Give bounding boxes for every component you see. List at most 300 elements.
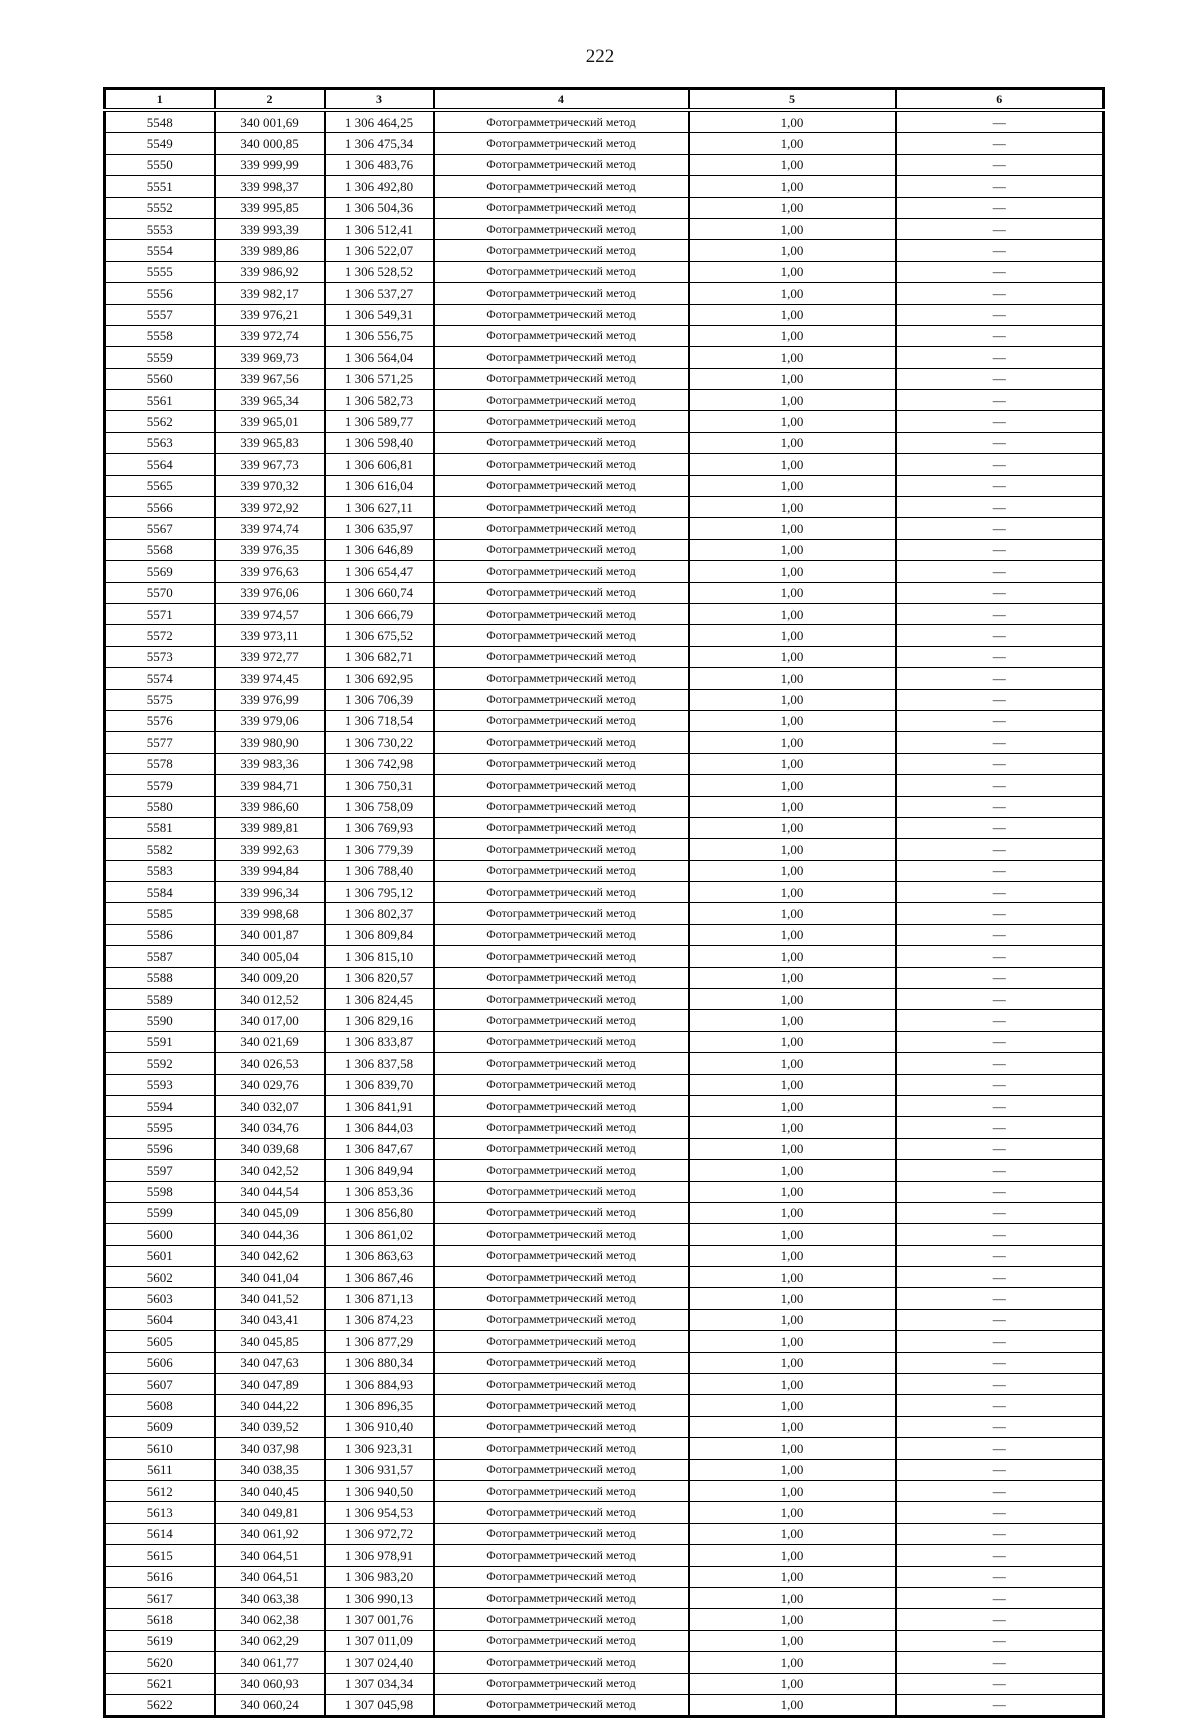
cell-accuracy: 1,00 xyxy=(689,497,896,518)
table-row xyxy=(105,1352,1104,1373)
cell-y-coordinate: 1 306 841,91 xyxy=(325,1095,434,1116)
cell-note: — xyxy=(896,710,1104,731)
cell-point-number: 5585 xyxy=(105,903,215,924)
cell-point-number: 5565 xyxy=(105,475,215,496)
cell-method: Фотограмметрический метод xyxy=(434,1160,689,1181)
cell-x-coordinate: 339 972,77 xyxy=(215,646,325,667)
cell-note: — xyxy=(896,796,1104,817)
cell-y-coordinate: 1 306 616,04 xyxy=(325,475,434,496)
cell-method: Фотограмметрический метод xyxy=(434,775,689,796)
cell-accuracy: 1,00 xyxy=(689,1673,896,1694)
table-row xyxy=(105,325,1104,346)
cell-x-coordinate: 340 061,92 xyxy=(215,1523,325,1544)
cell-accuracy: 1,00 xyxy=(689,775,896,796)
cell-y-coordinate: 1 306 464,25 xyxy=(325,110,434,133)
table-row xyxy=(105,110,1104,133)
cell-note: — xyxy=(896,1502,1104,1523)
cell-accuracy: 1,00 xyxy=(689,1395,896,1416)
cell-note: — xyxy=(896,646,1104,667)
cell-note: — xyxy=(896,1181,1104,1202)
cell-y-coordinate: 1 306 861,02 xyxy=(325,1224,434,1245)
cell-x-coordinate: 339 974,45 xyxy=(215,668,325,689)
cell-accuracy: 1,00 xyxy=(689,1117,896,1138)
table-row xyxy=(105,197,1104,218)
cell-note: — xyxy=(896,1545,1104,1566)
cell-x-coordinate: 339 982,17 xyxy=(215,283,325,304)
cell-x-coordinate: 340 021,69 xyxy=(215,1031,325,1052)
table-row xyxy=(105,1031,1104,1052)
cell-point-number: 5581 xyxy=(105,817,215,838)
cell-x-coordinate: 340 041,04 xyxy=(215,1267,325,1288)
cell-method: Фотограмметрический метод xyxy=(434,1010,689,1031)
cell-accuracy: 1,00 xyxy=(689,133,896,154)
cell-point-number: 5556 xyxy=(105,283,215,304)
cell-method: Фотограмметрический метод xyxy=(434,603,689,624)
cell-x-coordinate: 340 040,45 xyxy=(215,1481,325,1502)
cell-x-coordinate: 339 976,21 xyxy=(215,304,325,325)
cell-method: Фотограмметрический метод xyxy=(434,1673,689,1694)
cell-method: Фотограмметрический метод xyxy=(434,1245,689,1266)
cell-x-coordinate: 339 992,63 xyxy=(215,839,325,860)
cell-note: — xyxy=(896,1352,1104,1373)
table-row xyxy=(105,989,1104,1010)
cell-y-coordinate: 1 307 045,98 xyxy=(325,1694,434,1716)
cell-note: — xyxy=(896,1331,1104,1352)
cell-method: Фотограмметрический метод xyxy=(434,860,689,881)
cell-point-number: 5566 xyxy=(105,497,215,518)
column-header-2: 2 xyxy=(215,89,325,111)
cell-note: — xyxy=(896,1138,1104,1159)
cell-accuracy: 1,00 xyxy=(689,1566,896,1587)
cell-y-coordinate: 1 306 528,52 xyxy=(325,261,434,282)
cell-y-coordinate: 1 306 837,58 xyxy=(325,1053,434,1074)
cell-x-coordinate: 340 044,54 xyxy=(215,1181,325,1202)
cell-x-coordinate: 339 989,81 xyxy=(215,817,325,838)
cell-method: Фотограмметрический метод xyxy=(434,325,689,346)
cell-point-number: 5548 xyxy=(105,110,215,133)
cell-x-coordinate: 340 029,76 xyxy=(215,1074,325,1095)
cell-accuracy: 1,00 xyxy=(689,924,896,945)
cell-method: Фотограмметрический метод xyxy=(434,882,689,903)
cell-accuracy: 1,00 xyxy=(689,753,896,774)
cell-point-number: 5621 xyxy=(105,1673,215,1694)
cell-x-coordinate: 339 974,74 xyxy=(215,518,325,539)
cell-y-coordinate: 1 306 849,94 xyxy=(325,1160,434,1181)
table-row xyxy=(105,1309,1104,1330)
cell-note: — xyxy=(896,1630,1104,1651)
cell-y-coordinate: 1 306 598,40 xyxy=(325,432,434,453)
cell-note: — xyxy=(896,325,1104,346)
table-row xyxy=(105,240,1104,261)
cell-note: — xyxy=(896,475,1104,496)
cell-note: — xyxy=(896,1694,1104,1716)
table-row xyxy=(105,1074,1104,1095)
cell-note: — xyxy=(896,989,1104,1010)
cell-y-coordinate: 1 306 896,35 xyxy=(325,1395,434,1416)
cell-accuracy: 1,00 xyxy=(689,561,896,582)
cell-note: — xyxy=(896,1245,1104,1266)
table-row xyxy=(105,1587,1104,1608)
cell-point-number: 5622 xyxy=(105,1694,215,1716)
table-row xyxy=(105,860,1104,881)
cell-x-coordinate: 339 989,86 xyxy=(215,240,325,261)
table-body xyxy=(105,110,1104,1717)
cell-point-number: 5612 xyxy=(105,1481,215,1502)
cell-x-coordinate: 339 999,99 xyxy=(215,154,325,175)
cell-x-coordinate: 339 973,11 xyxy=(215,625,325,646)
cell-x-coordinate: 339 965,01 xyxy=(215,411,325,432)
column-header-5: 5 xyxy=(689,89,896,111)
table-row xyxy=(105,497,1104,518)
cell-method: Фотограмметрический метод xyxy=(434,903,689,924)
table-row xyxy=(105,475,1104,496)
cell-note: — xyxy=(896,1438,1104,1459)
cell-note: — xyxy=(896,924,1104,945)
cell-method: Фотограмметрический метод xyxy=(434,646,689,667)
cell-note: — xyxy=(896,197,1104,218)
table-row xyxy=(105,176,1104,197)
cell-accuracy: 1,00 xyxy=(689,1694,896,1716)
cell-x-coordinate: 339 976,99 xyxy=(215,689,325,710)
cell-accuracy: 1,00 xyxy=(689,1288,896,1309)
table-row xyxy=(105,1609,1104,1630)
cell-y-coordinate: 1 306 972,72 xyxy=(325,1523,434,1544)
cell-note: — xyxy=(896,882,1104,903)
cell-point-number: 5620 xyxy=(105,1652,215,1673)
table-row xyxy=(105,646,1104,667)
cell-note: — xyxy=(896,261,1104,282)
cell-method: Фотограмметрический метод xyxy=(434,561,689,582)
cell-x-coordinate: 340 045,85 xyxy=(215,1331,325,1352)
cell-method: Фотограмметрический метод xyxy=(434,518,689,539)
cell-note: — xyxy=(896,817,1104,838)
cell-point-number: 5572 xyxy=(105,625,215,646)
cell-method: Фотограмметрический метод xyxy=(434,1117,689,1138)
cell-method: Фотограмметрический метод xyxy=(434,1545,689,1566)
cell-point-number: 5567 xyxy=(105,518,215,539)
cell-x-coordinate: 340 062,29 xyxy=(215,1630,325,1651)
table-row xyxy=(105,368,1104,389)
cell-x-coordinate: 339 980,90 xyxy=(215,732,325,753)
cell-method: Фотограмметрический метод xyxy=(434,1502,689,1523)
table-row xyxy=(105,967,1104,988)
cell-x-coordinate: 340 047,89 xyxy=(215,1374,325,1395)
cell-method: Фотограмметрический метод xyxy=(434,197,689,218)
cell-x-coordinate: 340 017,00 xyxy=(215,1010,325,1031)
cell-note: — xyxy=(896,1309,1104,1330)
cell-note: — xyxy=(896,753,1104,774)
cell-point-number: 5591 xyxy=(105,1031,215,1052)
cell-accuracy: 1,00 xyxy=(689,668,896,689)
cell-method: Фотограмметрический метод xyxy=(434,1352,689,1373)
cell-accuracy: 1,00 xyxy=(689,582,896,603)
table-row xyxy=(105,668,1104,689)
cell-method: Фотограмметрический метод xyxy=(434,1309,689,1330)
cell-y-coordinate: 1 306 829,16 xyxy=(325,1010,434,1031)
table-row xyxy=(105,1481,1104,1502)
cell-note: — xyxy=(896,1481,1104,1502)
cell-method: Фотограмметрический метод xyxy=(434,261,689,282)
cell-x-coordinate: 340 049,81 xyxy=(215,1502,325,1523)
cell-y-coordinate: 1 306 666,79 xyxy=(325,603,434,624)
cell-point-number: 5610 xyxy=(105,1438,215,1459)
table-row xyxy=(105,839,1104,860)
cell-x-coordinate: 340 026,53 xyxy=(215,1053,325,1074)
cell-y-coordinate: 1 306 856,80 xyxy=(325,1202,434,1223)
cell-point-number: 5602 xyxy=(105,1267,215,1288)
cell-accuracy: 1,00 xyxy=(689,390,896,411)
table-row xyxy=(105,1545,1104,1566)
cell-method: Фотограмметрический метод xyxy=(434,347,689,368)
cell-method: Фотограмметрический метод xyxy=(434,432,689,453)
cell-point-number: 5597 xyxy=(105,1160,215,1181)
cell-point-number: 5598 xyxy=(105,1181,215,1202)
cell-accuracy: 1,00 xyxy=(689,1438,896,1459)
cell-point-number: 5550 xyxy=(105,154,215,175)
cell-y-coordinate: 1 306 779,39 xyxy=(325,839,434,860)
column-header-1: 1 xyxy=(105,89,215,111)
cell-point-number: 5555 xyxy=(105,261,215,282)
cell-x-coordinate: 340 001,69 xyxy=(215,110,325,133)
cell-accuracy: 1,00 xyxy=(689,261,896,282)
cell-method: Фотограмметрический метод xyxy=(434,924,689,945)
cell-accuracy: 1,00 xyxy=(689,110,896,133)
cell-x-coordinate: 339 976,63 xyxy=(215,561,325,582)
cell-x-coordinate: 340 012,52 xyxy=(215,989,325,1010)
table-row xyxy=(105,732,1104,753)
cell-x-coordinate: 339 986,60 xyxy=(215,796,325,817)
cell-x-coordinate: 340 063,38 xyxy=(215,1587,325,1608)
cell-accuracy: 1,00 xyxy=(689,411,896,432)
cell-accuracy: 1,00 xyxy=(689,475,896,496)
cell-accuracy: 1,00 xyxy=(689,796,896,817)
cell-x-coordinate: 340 064,51 xyxy=(215,1545,325,1566)
cell-y-coordinate: 1 306 871,13 xyxy=(325,1288,434,1309)
cell-point-number: 5587 xyxy=(105,946,215,967)
table-row xyxy=(105,882,1104,903)
cell-accuracy: 1,00 xyxy=(689,1609,896,1630)
cell-y-coordinate: 1 306 475,34 xyxy=(325,133,434,154)
cell-accuracy: 1,00 xyxy=(689,1545,896,1566)
cell-accuracy: 1,00 xyxy=(689,1630,896,1651)
cell-point-number: 5560 xyxy=(105,368,215,389)
cell-note: — xyxy=(896,133,1104,154)
cell-method: Фотограмметрический метод xyxy=(434,1202,689,1223)
cell-accuracy: 1,00 xyxy=(689,1138,896,1159)
cell-note: — xyxy=(896,497,1104,518)
cell-method: Фотограмметрический метод xyxy=(434,411,689,432)
cell-method: Фотограмметрический метод xyxy=(434,475,689,496)
cell-point-number: 5563 xyxy=(105,432,215,453)
cell-accuracy: 1,00 xyxy=(689,839,896,860)
cell-accuracy: 1,00 xyxy=(689,240,896,261)
cell-note: — xyxy=(896,1010,1104,1031)
cell-method: Фотограмметрический метод xyxy=(434,989,689,1010)
cell-point-number: 5562 xyxy=(105,411,215,432)
table-row xyxy=(105,817,1104,838)
cell-point-number: 5584 xyxy=(105,882,215,903)
cell-point-number: 5568 xyxy=(105,539,215,560)
cell-x-coordinate: 339 972,74 xyxy=(215,325,325,346)
cell-accuracy: 1,00 xyxy=(689,325,896,346)
cell-y-coordinate: 1 306 483,76 xyxy=(325,154,434,175)
cell-accuracy: 1,00 xyxy=(689,1331,896,1352)
cell-y-coordinate: 1 306 692,95 xyxy=(325,668,434,689)
cell-note: — xyxy=(896,1267,1104,1288)
cell-method: Фотограмметрический метод xyxy=(434,582,689,603)
cell-note: — xyxy=(896,903,1104,924)
cell-accuracy: 1,00 xyxy=(689,882,896,903)
cell-accuracy: 1,00 xyxy=(689,539,896,560)
cell-point-number: 5549 xyxy=(105,133,215,154)
cell-note: — xyxy=(896,304,1104,325)
cell-note: — xyxy=(896,176,1104,197)
cell-point-number: 5559 xyxy=(105,347,215,368)
cell-point-number: 5592 xyxy=(105,1053,215,1074)
cell-method: Фотограмметрический метод xyxy=(434,1288,689,1309)
cell-point-number: 5601 xyxy=(105,1245,215,1266)
cell-x-coordinate: 339 998,68 xyxy=(215,903,325,924)
cell-note: — xyxy=(896,1095,1104,1116)
cell-method: Фотограмметрический метод xyxy=(434,946,689,967)
cell-method: Фотограмметрический метод xyxy=(434,710,689,731)
table-row xyxy=(105,1523,1104,1544)
cell-accuracy: 1,00 xyxy=(689,903,896,924)
cell-accuracy: 1,00 xyxy=(689,1224,896,1245)
cell-point-number: 5607 xyxy=(105,1374,215,1395)
cell-accuracy: 1,00 xyxy=(689,1267,896,1288)
cell-y-coordinate: 1 306 884,93 xyxy=(325,1374,434,1395)
table-row xyxy=(105,561,1104,582)
column-header-4: 4 xyxy=(434,89,689,111)
cell-x-coordinate: 340 005,04 xyxy=(215,946,325,967)
cell-accuracy: 1,00 xyxy=(689,1352,896,1373)
cell-y-coordinate: 1 306 877,29 xyxy=(325,1331,434,1352)
cell-method: Фотограмметрический метод xyxy=(434,817,689,838)
table-row xyxy=(105,133,1104,154)
cell-method: Фотограмметрический метод xyxy=(434,283,689,304)
cell-note: — xyxy=(896,1673,1104,1694)
cell-y-coordinate: 1 306 654,47 xyxy=(325,561,434,582)
cell-point-number: 5590 xyxy=(105,1010,215,1031)
cell-y-coordinate: 1 306 820,57 xyxy=(325,967,434,988)
cell-x-coordinate: 339 976,35 xyxy=(215,539,325,560)
cell-point-number: 5599 xyxy=(105,1202,215,1223)
column-header-6: 6 xyxy=(896,89,1104,111)
table-row xyxy=(105,1245,1104,1266)
cell-y-coordinate: 1 306 750,31 xyxy=(325,775,434,796)
cell-note: — xyxy=(896,668,1104,689)
cell-y-coordinate: 1 306 978,91 xyxy=(325,1545,434,1566)
table-row xyxy=(105,775,1104,796)
table-row xyxy=(105,518,1104,539)
cell-y-coordinate: 1 306 556,75 xyxy=(325,325,434,346)
cell-point-number: 5570 xyxy=(105,582,215,603)
cell-method: Фотограмметрический метод xyxy=(434,732,689,753)
table-row xyxy=(105,154,1104,175)
cell-note: — xyxy=(896,218,1104,239)
cell-note: — xyxy=(896,1395,1104,1416)
cell-point-number: 5619 xyxy=(105,1630,215,1651)
table-row xyxy=(105,1267,1104,1288)
table-row xyxy=(105,1138,1104,1159)
cell-y-coordinate: 1 306 880,34 xyxy=(325,1352,434,1373)
cell-y-coordinate: 1 306 983,20 xyxy=(325,1566,434,1587)
cell-point-number: 5571 xyxy=(105,603,215,624)
cell-y-coordinate: 1 306 844,03 xyxy=(325,1117,434,1138)
cell-y-coordinate: 1 306 874,23 xyxy=(325,1309,434,1330)
table-row xyxy=(105,1652,1104,1673)
cell-method: Фотограмметрический метод xyxy=(434,497,689,518)
cell-accuracy: 1,00 xyxy=(689,1160,896,1181)
cell-point-number: 5554 xyxy=(105,240,215,261)
cell-accuracy: 1,00 xyxy=(689,710,896,731)
cell-note: — xyxy=(896,1031,1104,1052)
cell-point-number: 5576 xyxy=(105,710,215,731)
cell-accuracy: 1,00 xyxy=(689,347,896,368)
cell-x-coordinate: 339 967,56 xyxy=(215,368,325,389)
cell-accuracy: 1,00 xyxy=(689,817,896,838)
cell-note: — xyxy=(896,110,1104,133)
cell-note: — xyxy=(896,411,1104,432)
cell-note: — xyxy=(896,390,1104,411)
table-header-row xyxy=(105,89,1104,111)
cell-y-coordinate: 1 306 788,40 xyxy=(325,860,434,881)
table-row xyxy=(105,753,1104,774)
cell-x-coordinate: 340 047,63 xyxy=(215,1352,325,1373)
cell-method: Фотограмметрический метод xyxy=(434,625,689,646)
cell-x-coordinate: 339 994,84 xyxy=(215,860,325,881)
cell-x-coordinate: 340 037,98 xyxy=(215,1438,325,1459)
cell-method: Фотограмметрический метод xyxy=(434,1694,689,1716)
cell-note: — xyxy=(896,1459,1104,1480)
cell-point-number: 5569 xyxy=(105,561,215,582)
table-row xyxy=(105,347,1104,368)
cell-note: — xyxy=(896,1160,1104,1181)
cell-method: Фотограмметрический метод xyxy=(434,1395,689,1416)
cell-note: — xyxy=(896,347,1104,368)
cell-note: — xyxy=(896,1053,1104,1074)
cell-y-coordinate: 1 306 863,63 xyxy=(325,1245,434,1266)
cell-y-coordinate: 1 306 839,70 xyxy=(325,1074,434,1095)
cell-method: Фотограмметрический метод xyxy=(434,1481,689,1502)
table-row xyxy=(105,1160,1104,1181)
cell-x-coordinate: 340 042,52 xyxy=(215,1160,325,1181)
cell-method: Фотограмметрический метод xyxy=(434,176,689,197)
cell-y-coordinate: 1 306 990,13 xyxy=(325,1587,434,1608)
table-row xyxy=(105,1202,1104,1223)
cell-x-coordinate: 339 983,36 xyxy=(215,753,325,774)
cell-note: — xyxy=(896,625,1104,646)
cell-x-coordinate: 339 993,39 xyxy=(215,218,325,239)
cell-method: Фотограмметрический метод xyxy=(434,1224,689,1245)
cell-accuracy: 1,00 xyxy=(689,625,896,646)
cell-point-number: 5616 xyxy=(105,1566,215,1587)
cell-point-number: 5561 xyxy=(105,390,215,411)
cell-y-coordinate: 1 306 635,97 xyxy=(325,518,434,539)
cell-point-number: 5582 xyxy=(105,839,215,860)
cell-x-coordinate: 340 045,09 xyxy=(215,1202,325,1223)
cell-x-coordinate: 340 061,77 xyxy=(215,1652,325,1673)
cell-x-coordinate: 339 965,34 xyxy=(215,390,325,411)
cell-x-coordinate: 339 967,73 xyxy=(215,454,325,475)
cell-accuracy: 1,00 xyxy=(689,283,896,304)
cell-y-coordinate: 1 306 730,22 xyxy=(325,732,434,753)
cell-note: — xyxy=(896,518,1104,539)
cell-y-coordinate: 1 306 940,50 xyxy=(325,1481,434,1502)
cell-y-coordinate: 1 306 847,67 xyxy=(325,1138,434,1159)
cell-note: — xyxy=(896,454,1104,475)
